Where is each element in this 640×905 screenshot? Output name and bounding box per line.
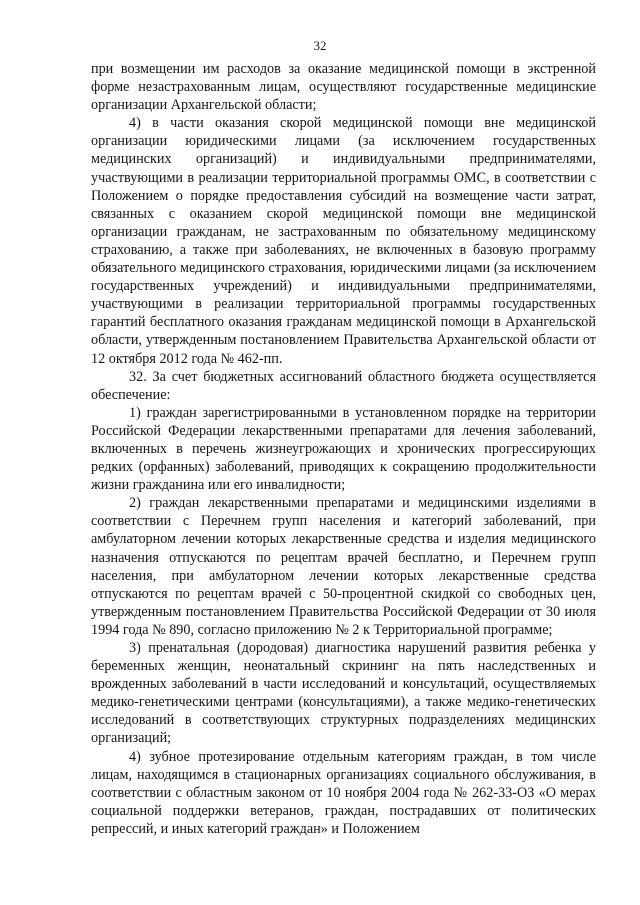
paragraph-item-1-rare-diseases: 1) граждан зарегистрированными в установленном порядке на территории Российской Федерации лекарственными препаратами для лечения заболеваний, включенных в перечень жизнеугрожающих и хронических прогрессирующих редких (орфанных) заболеваний, приводящих к сокращению продолжительности жизни гражданина или его инвалидности; — [91, 404, 596, 494]
paragraph-item-2-medicines: 2) граждан лекарственными препаратами и медицинскими изделиями в соответствии с Перечнем групп населения и категорий заболеваний, при амбулаторном лечении которых лекарственные средства и изделия медицинского назначения отпускаются по рецептам врачей бесплатно, и Перечнем групп населения, при амбулаторном лечении которых лекарственные средства отпускаются по рецептам врачей с 50-процентной скидкой со свободных цен, утвержденным постановлением Правительства Российской Федерации от 30 июля 1994 года № 890, согласно приложению № 2 к Территориальной программе; — [91, 495, 596, 638]
paragraph-continuation: при возмещении им расходов за оказание медицинской помощи в экстренной форме незастрахованным лицам, осуществляют государственные медицинские организации Архангельской области; — [91, 61, 596, 114]
paragraph-item-3-prenatal: 3) пренатальная (дородовая) диагностика нарушений развития ребенка у беременных женщин, неонатальный скрининг на пять наследственных и врожденных заболеваний в части исследований и консультаций, осуществляемых медико-генетическими центрами (консультациями), а также медико-генетических исследований в соответствующих структурных подразделениях медицинских организаций; — [91, 640, 596, 747]
paragraph-item-4-dental: 4) зубное протезирование отдельным категориям граждан, в том числе лицам, находящимся в стационарных организациях социального обслуживания, в соответствии с областным законом от 10 ноября 2004 года № 262-33-ОЗ «О мерах социальной поддержки ветеранов, граждан, пострадавших от политических репрессий, и иных категорий граждан» и Положением — [91, 748, 596, 837]
page-number: 32 — [313, 38, 327, 53]
paragraph-section-32: 32. За счет бюджетных ассигнований областного бюджета осуществляется обеспечение: — [91, 368, 596, 403]
document-body — [91, 60, 596, 838]
paragraph-item-4-ambulance: 4) в части оказания скорой медицинской помощи вне медицинской организации юридическими лицами (за исключением государственных медицинских организаций) и индивидуальными предпринимателями, участвующими в реализации территориальной программы ОМС, в соответствии с Положением о порядке предоставления субсидий на возмещение части затрат, связанных с оказанием скорой медицинской помощи вне медицинской организации гражданам, не застрахованным по обязательному медицинскому страхованию, а также при заболеваниях, не включенных в базовую программу обязательного медицинского страхования, юридическими лицами (за исключением государственных учреждений) и индивидуальными предпринимателями, участвующими в реализации территориальной программы государственных гарантий бесплатного оказания гражданам медицинской помощи в Архангельской области, утвержденным постановлением Правительства Архангельской области от 12 октября 2012 года № 462-пп. — [91, 115, 596, 367]
